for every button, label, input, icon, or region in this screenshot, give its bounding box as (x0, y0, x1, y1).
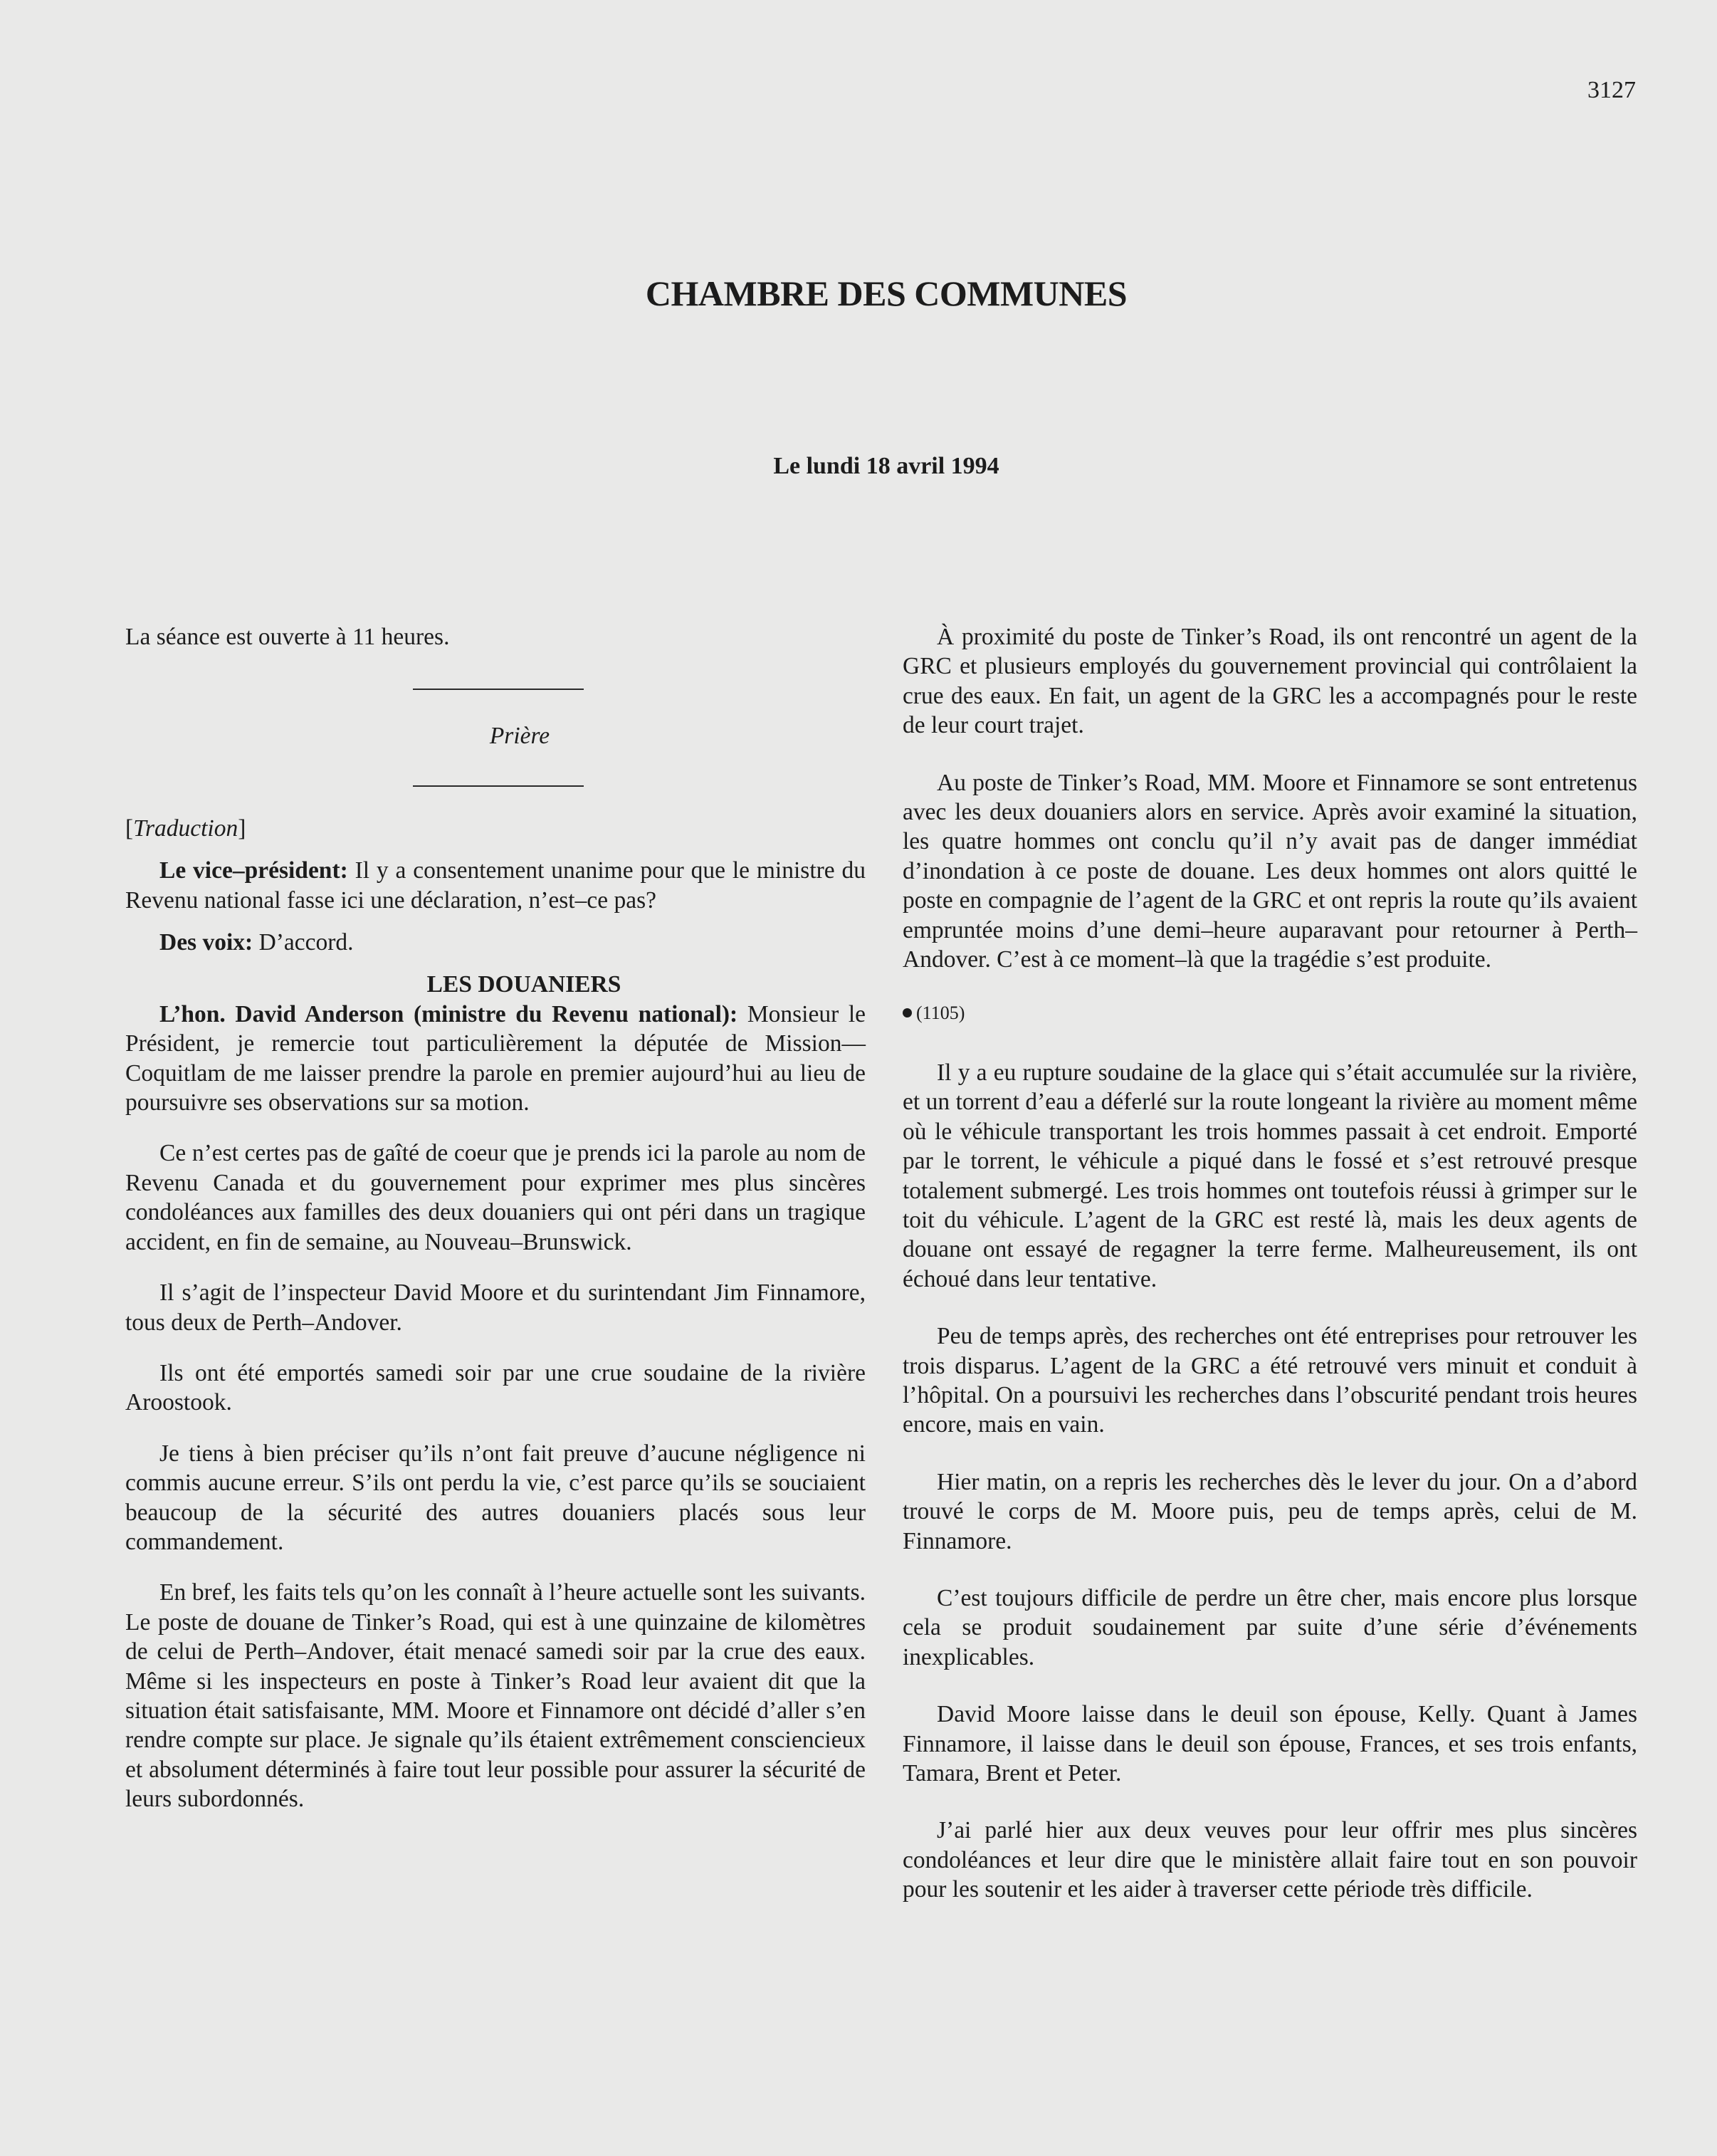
statement-text: Monsieur le Président, je remercie tout particulièrement la députée de Mission—Coquitlam de me laisser prendre la parole en premier aujourd’hui au lieu de poursuivre ses observations sur sa motion. (125, 1000, 866, 1116)
speaker-name: Des voix: (159, 929, 253, 956)
page-number: 3127 (1587, 77, 1636, 103)
timestamp-text: (1105) (916, 1003, 965, 1024)
right-column (903, 622, 1637, 1905)
paragraph: Ils ont été emportés samedi soir par une crue soudaine de la rivière Aroostook. (125, 1359, 866, 1416)
divider-rule (413, 785, 584, 787)
paragraph: David Moore laisse dans le deuil son épouse, Kelly. Quant à James Finnamore, il laisse dans le deuil son épouse, Frances, et ses trois enfants, Tamara, Brent et Peter. (903, 1701, 1637, 1786)
paragraph: Ce n’est certes pas de gaîté de coeur que je prends ici la parole au nom de Revenu Canada et du gouvernement pour exprimer mes plus sincères condoléances aux familles des deux douaniers qui ont péri dans un tragique accident, en fin de semaine, au Nouveau–Brunswick. (125, 1140, 866, 1255)
paragraph: Peu de temps après, des recherches ont été entreprises pour retrouver les trois disparus. L’agent de la GRC a été retrouvé vers minuit et conduit à l’hôpital. On a poursuivi les recherches dans l’obscurité pendant trois heures encore, mais en vain. (903, 1323, 1637, 1438)
speaker-name: L’hon. David Anderson (ministre du Revenu national): (159, 1000, 738, 1027)
paragraph: Il s’agit de l’inspecteur David Moore et du surintendant Jim Finnamore, tous deux de Perth–Andover. (125, 1280, 866, 1336)
sitting-opening: La séance est ouverte à 11 heures. (125, 624, 450, 650)
vice-president-statement (125, 856, 866, 915)
paragraph: À proximité du poste de Tinker’s Road, ils ont rencontré un agent de la GRC et plusieurs employés du gouvernement provincial qui contrôlaient la crue des eaux. En fait, un agent de la GRC les a accompagnés pour le reste de leur court trajet. (903, 624, 1637, 739)
voices-response (125, 928, 866, 957)
paragraph: En bref, les faits tels qu’on les connaît à l’heure actuelle sont les suivants. Le poste de douane de Tinker’s Road, qui est à une quinzaine de kilomètres de celui de Perth–Andover, était menacé samedi soir par la crue des eaux. Même si les inspecteurs en poste à Tinker’s Road leur avaient dit que la situation était satisfaisante, MM. Moore et Finnamore ont décidé d’aller s’en rendre compte sur place. Je signale qu’ils étaient extrêmement consciencieux et absolument déterminés à faire tout leur possible pour assurer la sécurité de leurs subordonnés. (125, 1579, 866, 1813)
translation-label: Traduction (133, 815, 238, 842)
divider-rule (413, 689, 584, 690)
paragraph: Il y a eu rupture soudaine de la glace qui s’était accumulée sur la rivière, et un torrent d’eau a déferlé sur la route longeant la rivière au moment même où le véhicule transportant les trois hommes passait à cet endroit. Emporté par le torrent, le véhicule a piqué dans le fossé et s’est retrouvé presque totalement submergé. Les trois hommes ont toutefois réussi à grimper sur le toit du véhicule. L’agent de la GRC est resté là, mais les deux agents de douane ont essayé de regagner la terre ferme. Malheureusement, ils ont échoué dans leur tentative. (903, 1059, 1637, 1292)
statement-text: Il y a consentement unanime pour que le ministre du Revenu national fasse ici une déclaration, n’est–ce pas? (125, 857, 866, 914)
timestamp-marker (903, 998, 1637, 1027)
translation-note: [Traduction] (125, 815, 246, 842)
statement-text: D’accord. (253, 929, 354, 956)
section-heading: LES DOUANIERS (426, 971, 621, 998)
paragraph: J’ai parlé hier aux deux veuves pour leur offrir mes plus sincères condoléances et leur dire que le ministère allait faire tout en son pouvoir pour les soutenir et les aider à traverser cette période très difficile. (903, 1817, 1637, 1903)
prayer-heading: Prière (489, 723, 550, 750)
left-column (125, 622, 866, 1814)
paragraph: Hier matin, on a repris les recherches dès le lever du jour. On a d’abord trouvé le corps de M. Moore puis, peu de temps après, celui de M. Finnamore. (903, 1468, 1637, 1554)
bullet-icon (903, 1008, 912, 1017)
paragraph: Je tiens à bien préciser qu’ils n’ont fait preuve d’aucune négligence ni commis aucune erreur. S’ils ont perdu la vie, c’est parce qu’ils se souciaient beaucoup de la sécurité des autres douaniers placés sous leur commandement. (125, 1440, 866, 1555)
minister-statement (125, 1000, 866, 1118)
paragraph: C’est toujours difficile de perdre un être cher, mais encore plus lorsque cela se produit soudainement par suite d’une série d’événements inexplicables. (903, 1584, 1637, 1670)
speaker-name: Le vice–président: (159, 857, 348, 884)
sitting-date: Le lundi 18 avril 1994 (773, 453, 999, 479)
paragraph: Au poste de Tinker’s Road, MM. Moore et Finnamore se sont entretenus avec les deux douaniers alors en service. Après avoir examiné la situation, les quatre hommes ont conclu qu’il n’y avait pas de danger immédiat d’inondation à ce poste de douane. Les deux hommes ont alors quitté le poste en compagnie de l’agent de la GRC et ont repris la route qu’ils avaient empruntée moins d’une demi–heure auparavant pour retourner à Perth–Andover. C’est à ce moment–là que la tragédie s’est produite. (903, 769, 1637, 973)
page-title: CHAMBRE DES COMMUNES (645, 273, 1128, 313)
